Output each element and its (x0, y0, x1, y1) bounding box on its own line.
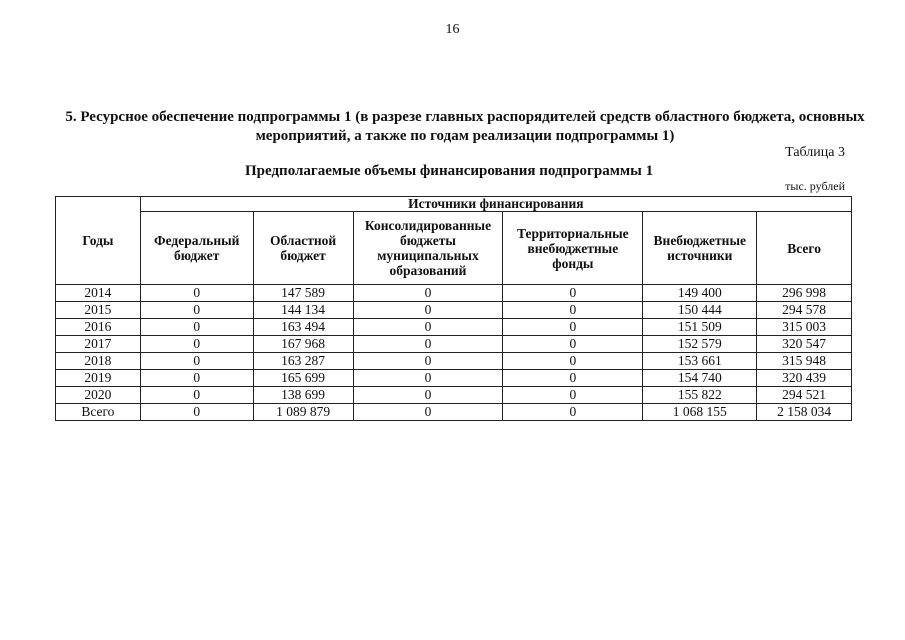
federal-budget-cell: 0 (140, 336, 253, 353)
section-heading: 5. Ресурсное обеспечение подпрограммы 1 (в разрезе главных распорядителей средств областного бюджета, основных мероприятий, а также по годам реализации подпрограммы 1) (65, 109, 865, 144)
unit-note: тыс. рублей (785, 179, 845, 193)
extrabudgetary-sources-cell: 153 661 (643, 353, 757, 370)
federal-budget-cell: 0 (140, 353, 253, 370)
regional-budget-cell: 165 699 (253, 370, 353, 387)
funding-table (55, 196, 852, 421)
year-cell: Всего (56, 404, 141, 421)
federal-budget-cell: 0 (140, 404, 253, 421)
regional-budget-cell: 138 699 (253, 387, 353, 404)
regional-budget-cell: 1 089 879 (253, 404, 353, 421)
table-row (56, 370, 852, 387)
extrabudgetary-funds-cell: 0 (503, 302, 643, 319)
municipal-budgets-cell: 0 (353, 285, 503, 302)
year-cell: 2017 (56, 336, 141, 353)
municipal-budgets-cell: 0 (353, 336, 503, 353)
municipal-budgets-cell: 0 (353, 404, 503, 421)
year-column-header: Годы (56, 197, 141, 285)
total-cell: 320 439 (757, 370, 852, 387)
year-cell: 2019 (56, 370, 141, 387)
regional-budget-cell: 167 968 (253, 336, 353, 353)
federal-budget-cell: 0 (140, 285, 253, 302)
total-cell: 296 998 (757, 285, 852, 302)
total-cell: 294 521 (757, 387, 852, 404)
year-cell: 2018 (56, 353, 141, 370)
column-header-extrabudgetary-funds: Территориальные внебюджетные фонды (503, 212, 643, 285)
extrabudgetary-sources-cell: 152 579 (643, 336, 757, 353)
total-cell: 320 547 (757, 336, 852, 353)
federal-budget-cell: 0 (140, 370, 253, 387)
municipal-budgets-cell: 0 (353, 319, 503, 336)
header-group-row (56, 197, 852, 212)
extrabudgetary-sources-cell: 154 740 (643, 370, 757, 387)
table-title: Предполагаемые объемы финансирования подпрограммы 1 (245, 163, 654, 179)
federal-budget-cell: 0 (140, 387, 253, 404)
year-cell: 2020 (56, 387, 141, 404)
column-header-municipal-budgets: Консолидированные бюджеты муниципальных образований (353, 212, 503, 285)
funding-sources-group-header: Источники финансирования (140, 197, 851, 212)
column-header-extrabudgetary-sources: Внебюджетные источники (643, 212, 757, 285)
municipal-budgets-cell: 0 (353, 370, 503, 387)
extrabudgetary-sources-cell: 150 444 (643, 302, 757, 319)
page-number: 16 (445, 22, 460, 37)
column-header-federal-budget: Федеральный бюджет (140, 212, 253, 285)
extrabudgetary-funds-cell: 0 (503, 319, 643, 336)
extrabudgetary-funds-cell: 0 (503, 353, 643, 370)
total-cell: 315 948 (757, 353, 852, 370)
total-cell: 2 158 034 (757, 404, 852, 421)
year-cell: 2014 (56, 285, 141, 302)
column-header-total: Всего (757, 212, 852, 285)
extrabudgetary-funds-cell: 0 (503, 387, 643, 404)
municipal-budgets-cell: 0 (353, 353, 503, 370)
total-cell: 294 578 (757, 302, 852, 319)
federal-budget-cell: 0 (140, 319, 253, 336)
extrabudgetary-sources-cell: 149 400 (643, 285, 757, 302)
column-header-regional-budget: Областной бюджет (253, 212, 353, 285)
header-columns-row (56, 212, 852, 285)
regional-budget-cell: 163 287 (253, 353, 353, 370)
table-row (56, 319, 852, 336)
extrabudgetary-sources-cell: 1 068 155 (643, 404, 757, 421)
regional-budget-cell: 163 494 (253, 319, 353, 336)
table-total-row (56, 404, 852, 421)
table-caption: Таблица 3 (785, 145, 845, 160)
regional-budget-cell: 147 589 (253, 285, 353, 302)
table-row (56, 302, 852, 319)
table-row (56, 353, 852, 370)
regional-budget-cell: 144 134 (253, 302, 353, 319)
table-row (56, 285, 852, 302)
extrabudgetary-funds-cell: 0 (503, 404, 643, 421)
extrabudgetary-funds-cell: 0 (503, 370, 643, 387)
total-cell: 315 003 (757, 319, 852, 336)
table-row (56, 387, 852, 404)
table-row (56, 336, 852, 353)
extrabudgetary-funds-cell: 0 (503, 336, 643, 353)
year-cell: 2016 (56, 319, 141, 336)
extrabudgetary-sources-cell: 151 509 (643, 319, 757, 336)
municipal-budgets-cell: 0 (353, 302, 503, 319)
extrabudgetary-funds-cell: 0 (503, 285, 643, 302)
year-cell: 2015 (56, 302, 141, 319)
municipal-budgets-cell: 0 (353, 387, 503, 404)
federal-budget-cell: 0 (140, 302, 253, 319)
extrabudgetary-sources-cell: 155 822 (643, 387, 757, 404)
